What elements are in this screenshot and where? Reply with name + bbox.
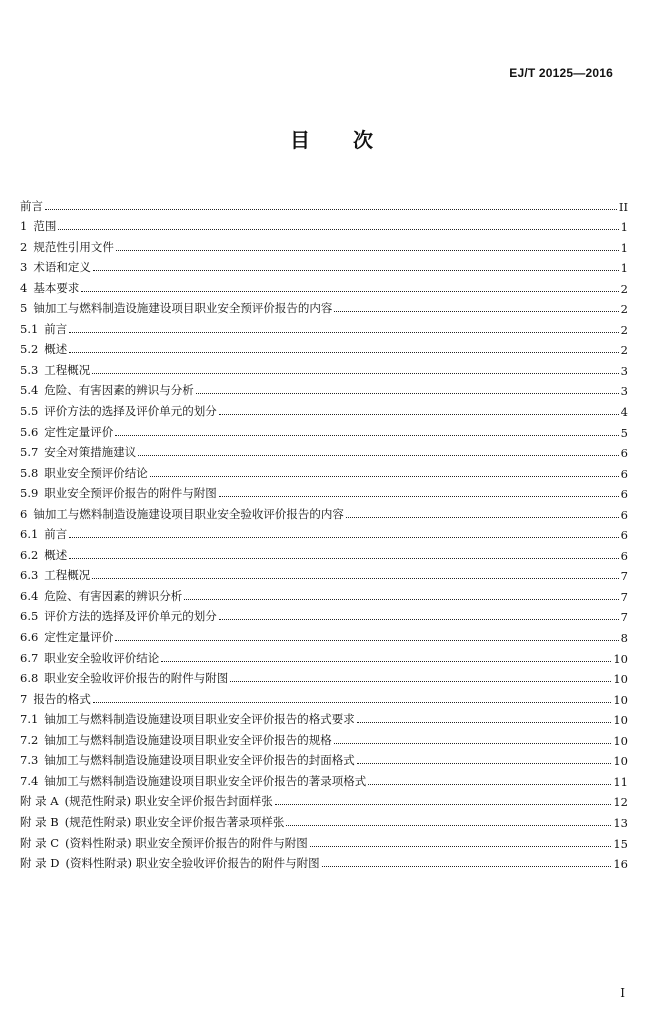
toc-entry-number: 5.3 — [20, 362, 39, 377]
toc-entry-number: 3 — [20, 260, 28, 275]
toc-entry-title: 铀加工与燃料制造设施建设项目职业安全验收评价报告的内容 — [33, 506, 344, 521]
toc-leader-dots — [322, 866, 612, 867]
toc-entry-number: 6.5 — [20, 609, 39, 624]
toc-leader-dots — [93, 702, 612, 703]
toc-leader-dots — [138, 455, 618, 456]
toc-entry[interactable] — [20, 624, 628, 645]
toc-entry-label — [20, 608, 217, 624]
toc-entry[interactable] — [20, 851, 628, 872]
toc-entry-number: 2 — [20, 239, 28, 254]
toc-entry-title: (资料性附录) 职业安全验收评价报告的附件与附图 — [65, 856, 320, 871]
toc-entry-page: 7 — [620, 569, 628, 584]
toc-entry[interactable] — [20, 768, 628, 789]
toc-entry[interactable] — [20, 727, 628, 748]
toc-entry-title: 概述 — [44, 547, 68, 562]
toc-entry-page: 11 — [613, 774, 628, 789]
toc-leader-dots — [334, 311, 618, 312]
toc-entry-label — [20, 835, 308, 851]
toc-leader-dots — [357, 722, 612, 723]
toc-entry-title: 术语和定义 — [33, 260, 91, 275]
toc-entry-page: 10 — [613, 672, 628, 687]
toc-entry-page: 7 — [620, 589, 628, 604]
toc-entry-number: 4 — [20, 280, 28, 295]
toc-leader-dots — [219, 496, 619, 497]
toc-entry[interactable] — [20, 378, 628, 399]
toc-entry-number: 附 录 A — [20, 794, 59, 809]
toc-entry-number: 6.8 — [20, 671, 39, 686]
toc-entry-page: 3 — [620, 363, 628, 378]
toc-entry[interactable] — [20, 419, 628, 440]
toc-entry-label — [20, 711, 355, 727]
toc-leader-dots — [69, 537, 618, 538]
toc-entry-title: 铀加工与燃料制造设施建设项目职业安全评价报告的规格 — [44, 732, 332, 747]
toc-entry-page: 1 — [620, 240, 628, 255]
toc-entry-label — [20, 300, 332, 316]
toc-entry-label — [20, 259, 91, 275]
toc-entry-title: (规范性附录) 职业安全评价报告著录项样张 — [64, 814, 285, 829]
toc-entry-number: 7.2 — [20, 732, 39, 747]
toc-leader-dots — [368, 784, 611, 785]
toc-entry-label — [20, 362, 90, 378]
toc-entry-page: 6 — [620, 446, 628, 461]
toc-entry-page: 6 — [620, 548, 628, 563]
toc-entry-page: 16 — [613, 857, 628, 872]
toc-entry-page: 6 — [620, 507, 628, 522]
toc-entry-label — [20, 773, 366, 789]
toc-entry[interactable] — [20, 830, 628, 851]
toc-entry-page: 12 — [613, 795, 628, 810]
toc-leader-dots — [196, 393, 619, 394]
standard-code: EJ/T 20125—2016 — [509, 66, 613, 80]
toc-entry[interactable] — [20, 275, 628, 296]
toc-entry-number: 5.1 — [20, 321, 39, 336]
toc-entry-page: 1 — [620, 220, 628, 235]
toc-entry-page: 6 — [620, 487, 628, 502]
toc-entry[interactable] — [20, 481, 628, 502]
toc-entry[interactable] — [20, 707, 628, 728]
toc-leader-dots — [286, 825, 611, 826]
toc-entry-page: 2 — [620, 302, 628, 317]
toc-leader-dots — [93, 270, 619, 271]
toc-leader-dots — [92, 373, 618, 374]
toc-entry-number: 附 录 D — [20, 856, 60, 871]
toc-entry[interactable] — [20, 809, 628, 830]
toc-leader-dots — [230, 681, 611, 682]
toc-entry-page: 1 — [620, 261, 628, 276]
toc-entry-page: 10 — [613, 733, 628, 748]
toc-entry-title: 危险、有害因素的辨识与分析 — [44, 383, 194, 398]
toc-entry[interactable] — [20, 316, 628, 337]
toc-entry-label — [20, 752, 355, 768]
toc-entry-page: 6 — [620, 528, 628, 543]
toc-leader-dots — [334, 743, 612, 744]
toc-entry-label — [20, 424, 113, 440]
toc-leader-dots — [346, 517, 619, 518]
toc-leader-dots — [69, 332, 618, 333]
toc-entry-number: 5 — [20, 301, 28, 316]
toc-entry-label — [20, 198, 43, 214]
toc-entry-number: 6.2 — [20, 547, 39, 562]
toc-entry[interactable] — [20, 234, 628, 255]
toc-entry-page: II — [618, 199, 628, 214]
toc-entry-page: 5 — [620, 425, 628, 440]
toc-entry[interactable] — [20, 789, 628, 810]
toc-entry[interactable] — [20, 214, 628, 235]
toc-entry-label — [20, 506, 344, 522]
toc-entry-title: 前言 — [20, 198, 43, 213]
toc-entry-page: 2 — [620, 281, 628, 296]
toc-entry-label — [20, 629, 113, 645]
toc-entry-number: 6.4 — [20, 588, 39, 603]
toc-leader-dots — [219, 414, 619, 415]
toc-leader-dots — [150, 476, 619, 477]
toc-entry-title: 铀加工与燃料制造设施建设项目职业安全评价报告的封面格式 — [44, 753, 355, 768]
toc-entry-label — [20, 280, 79, 296]
table-of-contents — [20, 193, 628, 871]
toc-entry-page: 3 — [620, 384, 628, 399]
toc-entry-title: 铀加工与燃料制造设施建设项目职业安全预评价报告的内容 — [33, 301, 333, 316]
toc-entry-number: 6.6 — [20, 630, 39, 645]
toc-entry-label — [20, 218, 56, 234]
toc-entry-label — [20, 444, 136, 460]
toc-leader-dots — [115, 435, 618, 436]
toc-entry[interactable] — [20, 440, 628, 461]
toc-entry-label — [20, 526, 67, 542]
toc-entry-title: 概述 — [44, 342, 68, 357]
toc-entry-title: 职业安全验收评价结论 — [44, 650, 160, 665]
toc-entry[interactable] — [20, 522, 628, 543]
toc-entry-label — [20, 341, 67, 357]
toc-entry-label — [20, 239, 114, 255]
toc-entry-title: 铀加工与燃料制造设施建设项目职业安全评价报告的著录项格式 — [44, 773, 367, 788]
toc-entry-label — [20, 403, 217, 419]
toc-leader-dots — [116, 250, 619, 251]
toc-leader-dots — [69, 558, 618, 559]
toc-entry[interactable] — [20, 357, 628, 378]
toc-entry-number: 5.4 — [20, 383, 39, 398]
toc-entry-page: 2 — [620, 322, 628, 337]
toc-entry[interactable] — [20, 255, 628, 276]
toc-entry-page: 8 — [620, 631, 628, 646]
toc-entry-title: 范围 — [33, 219, 57, 234]
toc-leader-dots — [45, 209, 617, 210]
toc-entry-label — [20, 588, 182, 604]
toc-entry-page: 15 — [613, 836, 628, 851]
toc-entry-number: 6.1 — [20, 527, 39, 542]
toc-leader-dots — [184, 599, 618, 600]
toc-entry[interactable] — [20, 686, 628, 707]
toc-entry-page: 4 — [620, 405, 628, 420]
toc-entry-title: (资料性附录) 职业安全预评价报告的附件与附图 — [65, 835, 308, 850]
toc-entry[interactable] — [20, 337, 628, 358]
toc-entry-label — [20, 670, 228, 686]
toc-entry-label — [20, 814, 284, 830]
toc-entry-title: 前言 — [44, 321, 68, 336]
toc-entry-title: 安全对策措施建议 — [44, 445, 137, 460]
toc-leader-dots — [58, 229, 618, 230]
toc-entry-number: 5.8 — [20, 465, 39, 480]
toc-entry-title: 评价方法的选择及评价单元的划分 — [44, 609, 217, 624]
toc-entry-label — [20, 465, 148, 481]
toc-entry-label — [20, 793, 273, 809]
toc-entry-page: 13 — [613, 815, 628, 830]
toc-leader-dots — [357, 763, 612, 764]
toc-entry-title: 铀加工与燃料制造设施建设项目职业安全评价报告的格式要求 — [44, 712, 355, 727]
toc-leader-dots — [310, 846, 612, 847]
toc-entry-label — [20, 732, 332, 748]
toc-entry-title: 职业安全预评价结论 — [44, 465, 148, 480]
toc-entry-title: 工程概况 — [44, 568, 91, 583]
toc-entry-number: 6.3 — [20, 568, 39, 583]
toc-entry-label — [20, 691, 91, 707]
toc-entry-title: 定性定量评价 — [44, 630, 114, 645]
toc-entry-number: 7 — [20, 691, 28, 706]
toc-entry[interactable] — [20, 460, 628, 481]
toc-entry-page: 10 — [613, 713, 628, 728]
toc-entry-label — [20, 567, 90, 583]
toc-entry-label — [20, 321, 67, 337]
toc-entry[interactable] — [20, 501, 628, 522]
page-number: I — [620, 986, 625, 1000]
toc-entry-title: 职业安全验收评价报告的附件与附图 — [44, 671, 229, 686]
toc-entry-page: 2 — [620, 343, 628, 358]
toc-entry-label — [20, 485, 217, 501]
toc-entry-title: 职业安全预评价报告的附件与附图 — [44, 486, 217, 501]
toc-entry-title: 危险、有害因素的辨识分析 — [44, 588, 183, 603]
toc-entry[interactable] — [20, 748, 628, 769]
toc-entry-number: 附 录 C — [20, 835, 60, 850]
toc-entry-number: 1 — [20, 219, 28, 234]
toc-entry-page: 10 — [613, 754, 628, 769]
toc-entry-title: 定性定量评价 — [44, 424, 114, 439]
toc-entry[interactable] — [20, 583, 628, 604]
toc-leader-dots — [219, 619, 619, 620]
toc-entry-title: 基本要求 — [33, 280, 80, 295]
toc-entry-number: 7.3 — [20, 753, 39, 768]
toc-entry[interactable] — [20, 542, 628, 563]
toc-entry-label — [20, 547, 67, 563]
toc-entry[interactable] — [20, 645, 628, 666]
toc-entry-number: 5.9 — [20, 486, 39, 501]
toc-entry-number: 附 录 B — [20, 814, 59, 829]
toc-entry-label — [20, 650, 159, 666]
toc-leader-dots — [92, 578, 618, 579]
toc-leader-dots — [161, 661, 611, 662]
toc-entry-page: 10 — [613, 651, 628, 666]
toc-entry-number: 5.2 — [20, 342, 39, 357]
toc-leader-dots — [81, 291, 618, 292]
toc-entry-title: 评价方法的选择及评价单元的划分 — [44, 404, 217, 419]
toc-entry-title: 前言 — [44, 527, 68, 542]
toc-entry-title: 工程概况 — [44, 362, 91, 377]
toc-entry[interactable] — [20, 604, 628, 625]
toc-entry-number: 6 — [20, 506, 28, 521]
toc-entry[interactable] — [20, 296, 628, 317]
toc-entry-page: 6 — [620, 466, 628, 481]
toc-leader-dots — [115, 640, 618, 641]
toc-entry-title: 报告的格式 — [33, 691, 91, 706]
toc-entry[interactable] — [20, 398, 628, 419]
toc-entry-page: 10 — [613, 692, 628, 707]
toc-entry-number: 5.6 — [20, 424, 39, 439]
toc-entry-label — [20, 855, 320, 871]
page-title: 目 次 — [290, 128, 391, 152]
toc-entry[interactable] — [20, 193, 628, 214]
toc-entry-number: 7.4 — [20, 773, 39, 788]
toc-entry-label — [20, 382, 194, 398]
toc-entry-page: 7 — [620, 610, 628, 625]
toc-entry-number: 7.1 — [20, 712, 39, 727]
toc-entry-number: 5.5 — [20, 404, 39, 419]
toc-entry-title: 规范性引用文件 — [33, 239, 114, 254]
toc-entry-title: (规范性附录) 职业安全评价报告封面样张 — [64, 794, 273, 809]
toc-leader-dots — [69, 352, 618, 353]
toc-leader-dots — [275, 804, 612, 805]
toc-entry[interactable] — [20, 563, 628, 584]
toc-entry-number: 6.7 — [20, 650, 39, 665]
toc-entry-number: 5.7 — [20, 445, 39, 460]
toc-entry[interactable] — [20, 666, 628, 687]
